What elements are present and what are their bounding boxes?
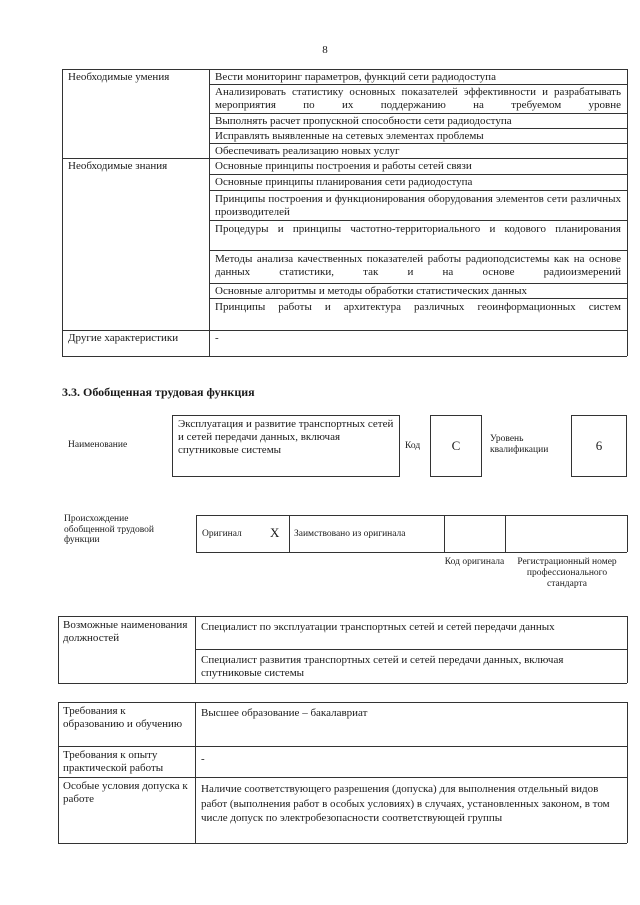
qualification-level-label: Уровень квалификации [490,434,549,455]
education-requirements-value: Высшее образование – бакалавриат [201,707,368,719]
skills-label: Необходимые умения [68,71,170,83]
code-value: C [451,438,461,453]
experience-requirements-label: Требования к опыту практической работы [63,749,164,774]
position-item: Специалист по эксплуатации транспортных сетей и сетей передачи данных [201,621,555,633]
knowledge-item: Основные принципы планирования сети радиодоступа [215,176,473,188]
original-label: Оригинал [202,529,242,539]
name-label: Наименование [68,440,128,450]
skill-item: Вести мониторинг параметров, функций сети радиодоступа [215,71,496,83]
original-mark: X [270,525,280,540]
other-characteristics-label: Другие характеристики [68,332,179,344]
section-heading: 3.3. Обобщенная трудовая функция [62,385,255,399]
registration-number-caption: Регистрационный номер профессионального стандарта [517,557,617,589]
admission-conditions-value: Наличие соответствующего разрешения (допуска) для выполнения отдельный видов работ (выполнения работ в особых условиях) в случаях, установленных законом, в том числе допуск по электробезопасности соответствующей группы [201,783,610,824]
admission-conditions-label: Особые условия допуска к работе [63,780,188,805]
qualification-level-value: 6 [595,438,603,453]
experience-requirements-value: - [201,753,205,765]
knowledge-item: Процедуры и принципы частотно-территориального и кодового планирования [215,223,621,235]
name-value: Эксплуатация и развитие транспортных сетей и сетей передачи данных, включая спутниковые системы [178,418,394,456]
origin-code-caption: Код оригинала [444,557,505,567]
position-item: Специалист развития транспортных сетей и сетей передачи данных, включая спутниковые системы [201,654,564,679]
knowledge-item: Методы анализа качественных показателей работы радиоподсистемы как на основе данных статистики, так и на основе радиоизмерений [215,253,621,278]
skill-item: Обеспечивать реализацию новых услуг [215,145,400,157]
knowledge-item: Принципы построения и функционирования оборудования элементов сети различных производителей [215,193,621,218]
knowledge-item: Основные принципы построения и работы сетей связи [215,160,472,172]
knowledge-label: Необходимые знания [68,160,168,172]
page-number: 8 [322,44,328,56]
education-requirements-label: Требования к образованию и обучению [63,705,183,730]
code-label: Код [405,441,421,451]
knowledge-item: Основные алгоритмы и методы обработки статистических данных [215,285,527,297]
skill-item: Исправлять выявленные на сетевых элементах проблемы [215,130,484,142]
origin-label: Происхождение обобщенной трудовой функции [64,514,154,545]
knowledge-item: Принципы работы и архитектура различных геоинформационных систем [215,301,621,313]
other-characteristics-value: - [215,332,219,344]
skill-item: Выполнять расчет пропускной способности сети радиодоступа [215,115,512,127]
borrowed-label: Заимствовано из оригинала [294,529,406,539]
positions-label: Возможные наименования должностей [63,619,188,644]
skill-item: Анализировать статистику основных показателей эффективности и разрабатывать мероприятия по их поддержанию на требуемом уровне [215,86,621,111]
